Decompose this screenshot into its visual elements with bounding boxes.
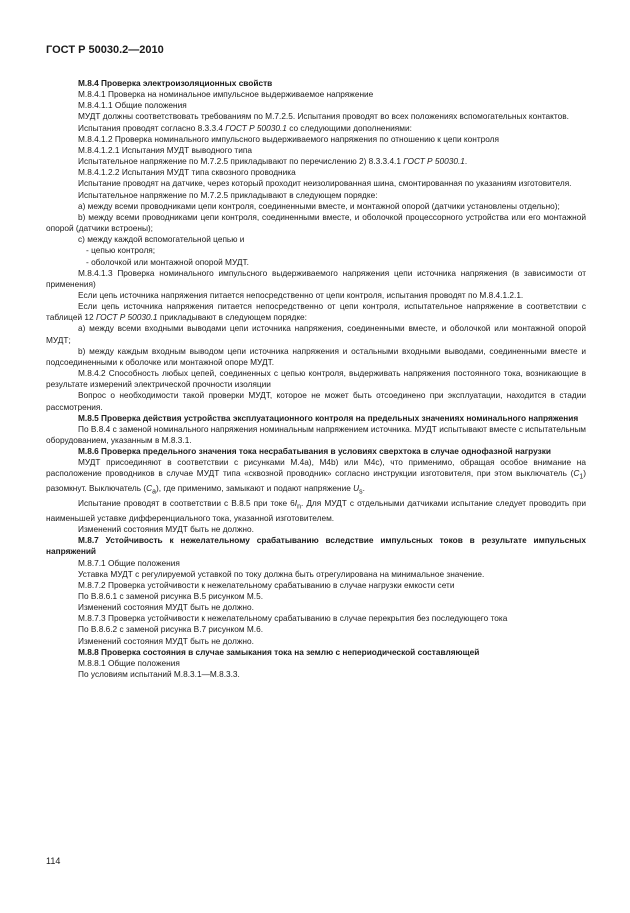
list-item: b) между всеми проводниками цепи контроля, соединенными вместе, и оболочкой процессорного устройства или его монтажной опорой (датчики встроены); (46, 211, 586, 234)
list-item: с) между каждой вспомогательной цепью и (78, 234, 245, 245)
section-heading: М.8.4 Проверка электроизоляционных свойств (78, 78, 273, 88)
document-body (46, 78, 586, 680)
list-item: а) между всеми проводниками цепи контроля, соединенными вместе, и монтажной опорой (датчики установлены отдельно); (78, 200, 560, 211)
paragraph: М.8.4.1 Проверка на номинальное импульсное выдерживаемое напряжение (78, 89, 374, 100)
paragraph: М.8.4.1.1 Общие положения (78, 100, 187, 111)
paragraph: М.8.4.1.2 Проверка номинального импульсного выдерживаемого напряжения по отношению к цепи контроля (78, 133, 500, 144)
paragraph: По В.8.6.2 с заменой рисунка В.7 рисунком М.6. (78, 624, 264, 635)
paragraph: М.8.7.3 Проверка устойчивости к нежелательному срабатыванию в случае перекрытия без последующего тока (78, 613, 508, 624)
paragraph: МУДТ присоединяют в соответствии с рисунками М.4а), М4b) или М4с), что применимо, обращая особое внимание на расположение проводников в случае МУДТ типа «сквозной проводник» согласно инструкции изготовителя, при этом выключатель $(C_1)$ разомкнут. Выключатель $(C_a)$, где применимо, замыкают и подают напряжение $U_s$. (46, 457, 586, 496)
paragraph: Испытательное напряжение по М.7.2.5 прикладывают в следующем порядке: (78, 189, 378, 200)
paragraph: Испытание проводят на датчике, через который проходит неизолированная шина, смонтированная по указаниям изготовителя. (78, 178, 572, 189)
paragraph: Изменений состояния МУДТ быть не должно. (78, 524, 254, 535)
section-heading: М.8.6 Проверка предельного значения тока несрабатывания в условиях сверхтока в случае однофазной нагрузки (78, 446, 551, 457)
paragraph: М.8.7.1 Общие положения (78, 557, 180, 568)
paragraph: Уставка МУДТ с регулируемой уставкой по току должна быть отрегулирована на минимальное значение. (78, 568, 485, 579)
paragraph: М.8.4.1.2.2 Испытания МУДТ типа сквозного проводника (78, 167, 296, 178)
paragraph: М.8.7.2 Проверка устойчивости к нежелательному срабатыванию в случае нагрузки емкости сети (78, 579, 455, 590)
paragraph: Испытательное напряжение по М.7.2.5 прикладывают по перечислению 2) 8.3.3.4.1 ГОСТ Р 50030.1. (78, 156, 468, 167)
list-item: b) между каждым входным выводом цепи источника напряжения и остальными входными выводами, соединенными вместе и подсоединенными к оболочке или монтажной опоре МУДТ. (46, 345, 586, 367)
list-item: а) между всеми входными выводами цепи источника напряжения, соединенными вместе, и оболочкой или монтажной опорой МУДТ; (46, 323, 586, 345)
paragraph: МУДТ должны соответствовать требованиям по М.7.2.5. Испытания проводят во всех положениях вспомогательных контактов. (78, 111, 569, 122)
paragraph: М.8.8.1 Общие положения (78, 657, 180, 668)
section-heading: М.8.5 Проверка действия устройства эксплуатационного контроля на предельных значениях номинального напряжения (78, 412, 579, 423)
paragraph: По В.8.4 с заменой номинального напряжения номинальным напряжением источника. МУДТ испытывают вместе с испытательным оборудованием, указанным в М.8.3.1. (46, 423, 586, 445)
paragraph: По условиям испытаний М.8.3.1—М.8.3.3. (78, 669, 240, 680)
section-heading: М.8.7 Устойчивость к нежелательному срабатыванию вследствие импульсных токов в результате импульсных напряжений (46, 535, 586, 557)
paragraph: М.8.4.2 Способность любых цепей, соединенных с цепью контроля, выдерживать напряжения постоянного тока, возникающие в результате измерений электрической прочности изоляции (46, 368, 586, 390)
paragraph: Вопрос о необходимости такой проверки МУДТ, которое не может быть отсоединено при эксплуатации, находится в стадии рассмотрения. (46, 390, 586, 412)
list-item: - оболочкой или монтажной опорой МУДТ. (86, 256, 249, 267)
paragraph: Если цепь источника напряжения питается непосредственно от цепи контроля, испытания проводят по М.8.4.1.2.1. (78, 289, 524, 300)
paragraph: Изменений состояния МУДТ быть не должно. (78, 635, 254, 646)
paragraph: М.8.4.1.3 Проверка номинального импульсного выдерживаемого напряжения цепи источника напряжения (в зависимости от применения) (46, 267, 586, 289)
paragraph: Испытание проводят в соответствии с В.8.5 при токе $6I_n$. Для МУДТ с отдельными датчиками испытание следует проводить при наименьшей уставке дифференциального тока, указанной изготовителем. (46, 498, 586, 523)
paragraph: Испытания проводят согласно 8.3.3.4 ГОСТ Р 50030.1 со следующими дополнениями: (78, 122, 412, 133)
paragraph: М.8.4.1.2.1 Испытания МУДТ выводного типа (78, 144, 252, 155)
paragraph: Если цепь источника напряжения питается непосредственно от цепи контроля, испытательное напряжение в соответствии с таблицей 12 ГОСТ Р 50030.1 прикладывают в следующем порядке: (46, 301, 586, 323)
list-item: - цепью контроля; (86, 245, 156, 256)
paragraph: Изменений состояния МУДТ быть не должно. (78, 602, 254, 613)
section-heading: М.8.8 Проверка состояния в случае замыкания тока на землю с непериодической составляющей (78, 646, 480, 657)
page-header: ГОСТ Р 50030.2—2010 (46, 44, 164, 56)
paragraph: По В.8.6.1 с заменой рисунка В.5 рисунком М.5. (78, 591, 264, 601)
page-number: 114 (46, 856, 61, 866)
